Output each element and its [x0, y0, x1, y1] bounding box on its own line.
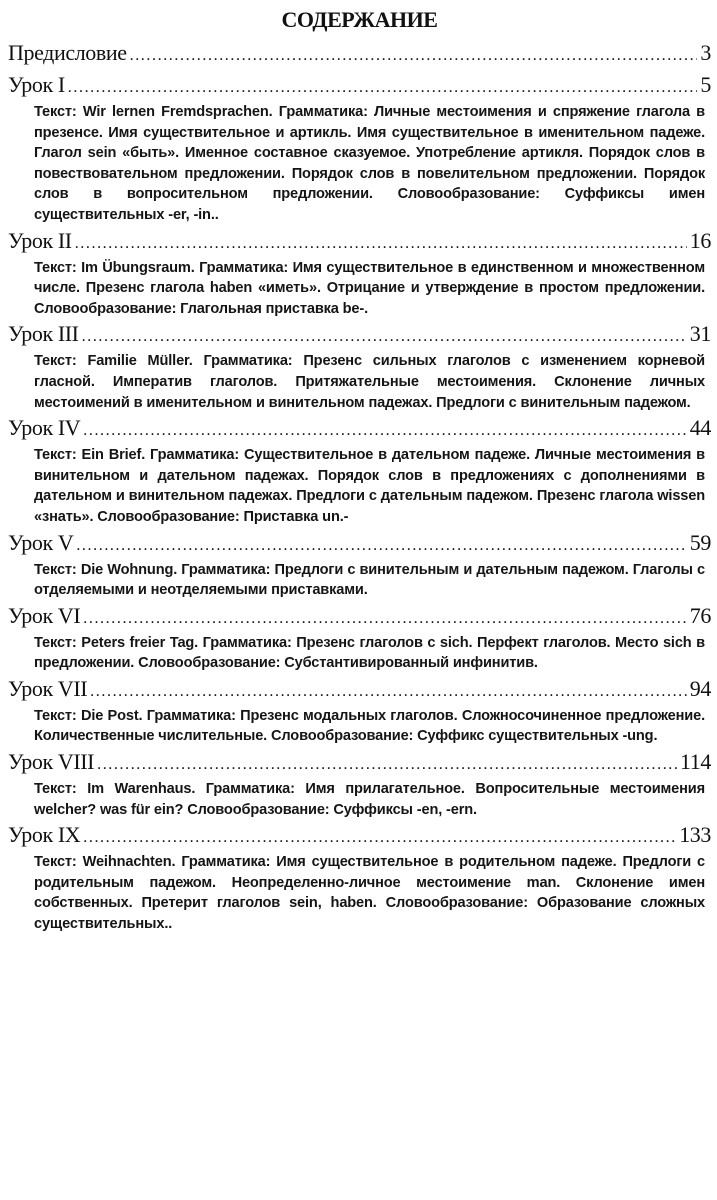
dot-leader: [76, 531, 686, 560]
toc-entry-line: [8, 747, 711, 779]
toc-page-number: 94: [689, 675, 711, 701]
toc-entry-line: [8, 601, 711, 633]
toc-entry-label: Урок IX: [8, 822, 81, 848]
toc-entry-label: Урок VII: [8, 675, 88, 701]
toc-page-number: 44: [689, 415, 711, 441]
toc-entry: [8, 528, 711, 601]
toc-entry: [8, 413, 711, 527]
toc-entry: [8, 674, 711, 747]
lesson-description: Текст: Peters freier Tag. Грамматика: Презенс глаголов с sich. Перфект глаголов. Место sich в предложении. Словообразование: Субстантивированный инфинитив.: [34, 634, 705, 672]
toc-entry-label: Урок III: [8, 321, 79, 347]
toc-page-number: 16: [689, 227, 711, 253]
toc-entry: [8, 70, 711, 226]
dot-leader: [82, 322, 687, 351]
dot-leader: [83, 416, 687, 445]
toc-entry: [8, 820, 711, 934]
toc-page-number: 59: [689, 529, 711, 555]
lesson-description: Текст: Die Wohnung. Грамматика: Предлоги с винительным и дательным падежом. Глаголы с отделяемыми и неотделяемыми приставками.: [34, 561, 705, 599]
toc-entry-label: Предисловие: [8, 40, 127, 65]
toc-entry-line: [8, 413, 711, 445]
lesson-description: Текст: Weihnachten. Грамматика: Имя существительное в родительном падеже. Предлоги с родительным падежом. Неопределенно-личное местоимение man. Склонение имен собственных. Претерит глаголов sein, haben. Словообразование: Образование сложных существительных..: [34, 854, 705, 933]
dot-leader: [68, 73, 698, 102]
dot-leader: [83, 604, 687, 633]
toc-entry-label: Урок V: [8, 529, 74, 555]
dot-leader: [130, 41, 698, 70]
toc-page-number: 76: [689, 602, 711, 628]
toc-entry-line: [8, 319, 711, 351]
toc-page-number: 133: [679, 822, 711, 848]
toc-entry-label: Урок IV: [8, 415, 81, 441]
toc-entry-line: [8, 674, 711, 706]
toc-entry: [8, 38, 711, 70]
toc-entry-label: Урок I: [8, 72, 65, 97]
toc-page-number: 31: [689, 321, 711, 347]
lesson-description: Текст: Familie Müller. Грамматика: Презенс сильных глаголов с изменением корневой гласной. Императив глаголов. Притяжательные местоимения. Склонение личных местоимений в именительном и винительном падежах. Предлоги с винительным падежом.: [34, 353, 705, 411]
toc-entry: [8, 319, 711, 413]
toc-entry-label: Урок VIII: [8, 749, 95, 775]
dot-leader: [90, 677, 687, 706]
toc-entry: [8, 226, 711, 320]
dot-leader: [97, 750, 677, 779]
toc-page-number: 3: [700, 40, 711, 65]
lesson-description: Текст: Im Warenhaus. Грамматика: Имя прилагательное. Вопросительные местоимения welcher? was für ein? Словообразование: Суффиксы -en, -ern.: [34, 781, 705, 818]
toc-entry-line: [8, 820, 711, 852]
toc-entry-line: [8, 528, 711, 560]
toc-entry-line: [8, 226, 711, 258]
toc-entry-line: [8, 38, 711, 70]
toc-entry-line: [8, 70, 711, 102]
toc-list: [8, 38, 711, 935]
toc-entry-label: Урок VI: [8, 602, 81, 628]
toc-entry-label: Урок II: [8, 227, 72, 253]
toc-entry: [8, 747, 711, 820]
page-title: СОДЕРЖАНИЕ: [281, 7, 438, 32]
lesson-description: Текст: Ein Brief. Грамматика: Существительное в дательном падеже. Личные местоимения в винительном и дательном падежах. Порядок слов в предложениях с дополнениями в дательном и винительном падежах. Предлоги с дательным падежом. Презенс глагола wissen «знать». Словообразование: Приставка un.-: [34, 447, 705, 525]
toc-page-number: 5: [700, 72, 711, 97]
dot-leader: [75, 229, 687, 258]
toc-entry: [8, 601, 711, 674]
lesson-description: Текст: Wir lernen Fremdsprachen. Грамматика: Личные местоимения и спряжение глагола в презенсе. Имя существительное и артикль. Имя существительное в именительном падеже. Глагол sein «быть». Именное составное сказуемое. Употребление артикля. Порядок слов в повествовательном предложении. Порядок слов в повелительном предложении. Порядок слов в вопросительном предложении. Словообразование: Суффиксы имен существительных -er, -in..: [34, 104, 705, 223]
toc-page-number: 114: [680, 749, 711, 775]
lesson-description: Текст: Im Übungsraum. Грамматика: Имя существительное в единственном и множественном числе. Презенс глагола haben «иметь». Отрицание и утверждение в простом предложении. Словообразование: Глагольная приставка be-.: [34, 259, 705, 317]
lesson-description: Текст: Die Post. Грамматика: Презенс модальных глаголов. Сложносочиненное предложение. Количественные числительные. Словообразование: Суффикс существительных -ung.: [34, 707, 705, 745]
dot-leader: [83, 823, 676, 852]
